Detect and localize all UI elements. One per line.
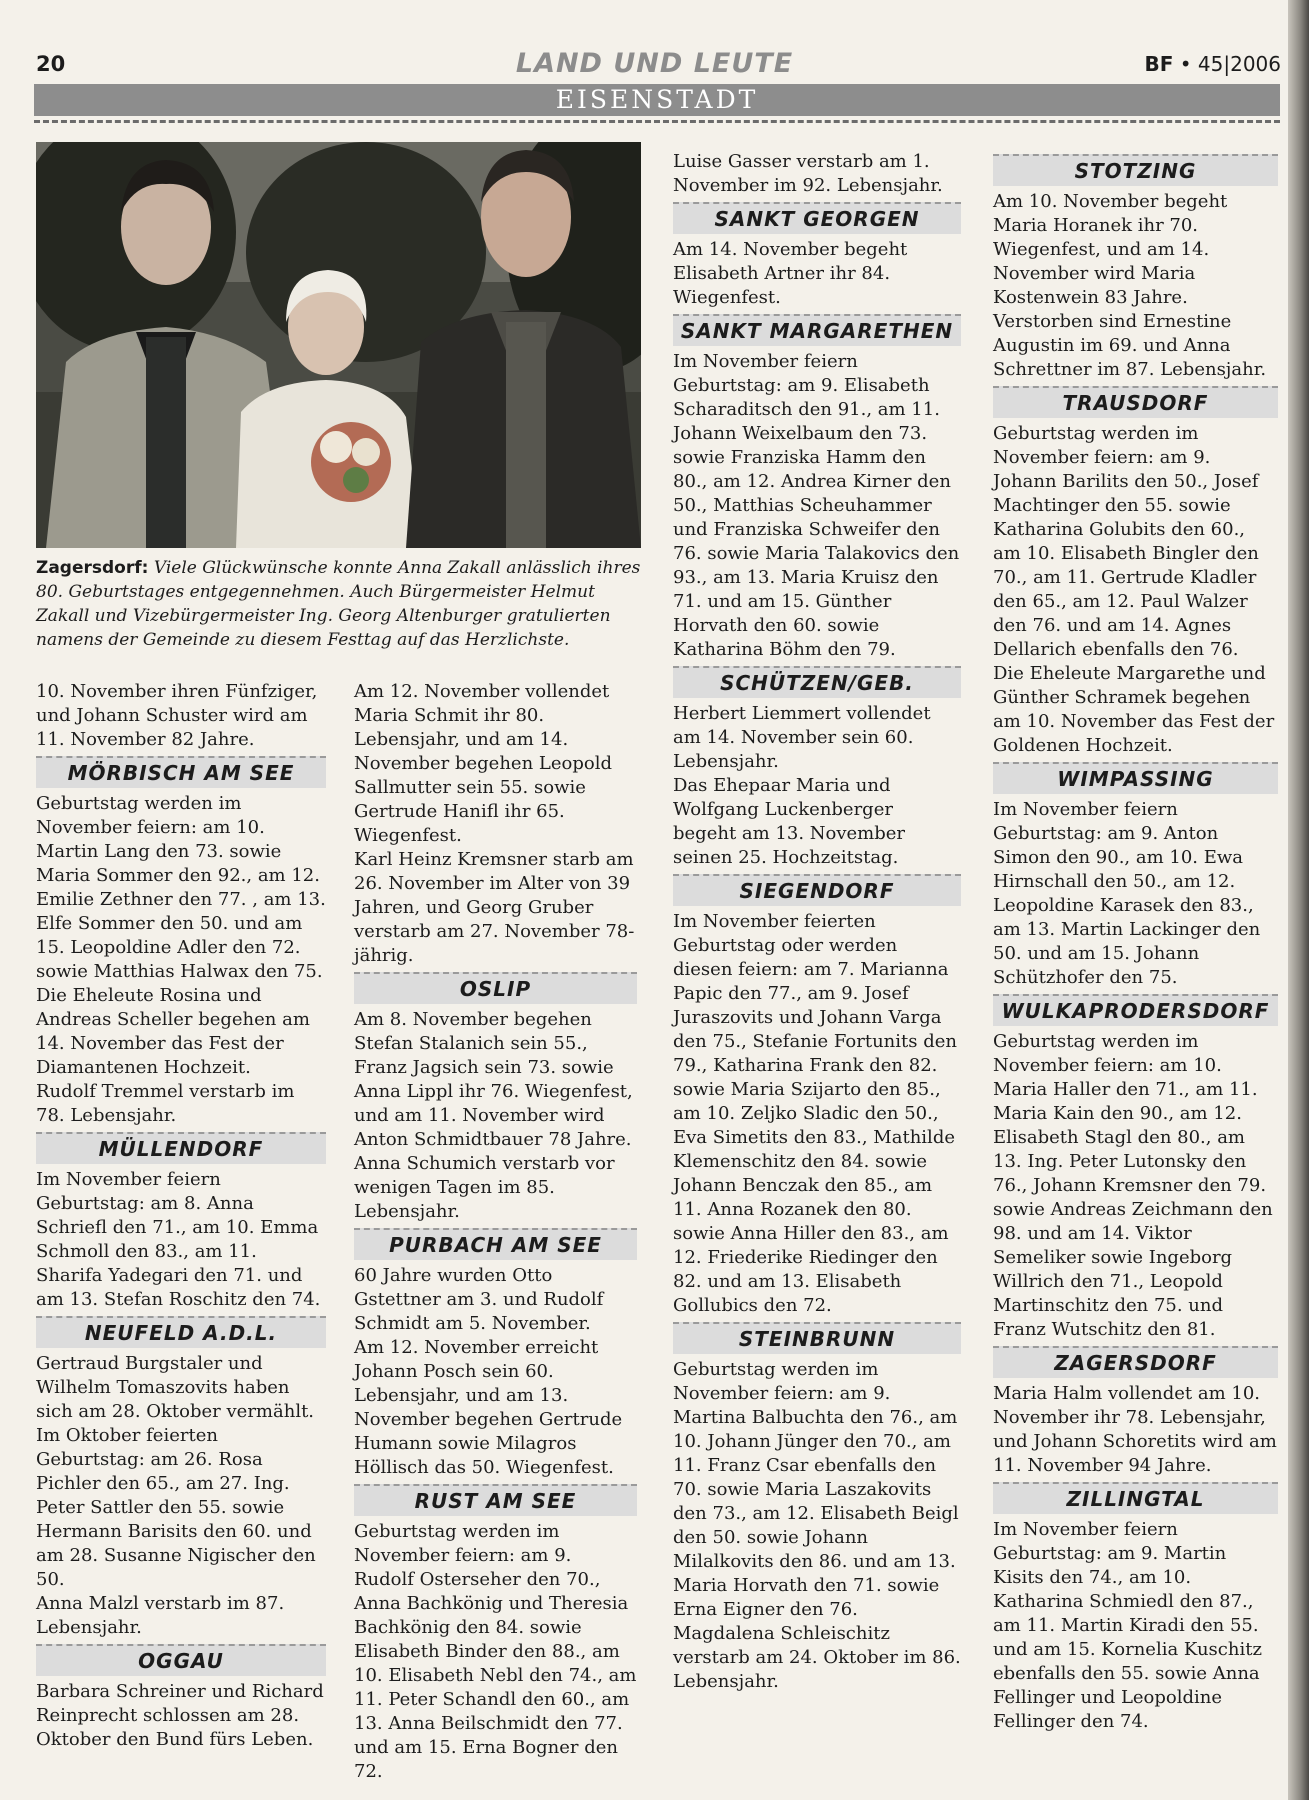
article-text: Herbert Liemmert vollendet am 14. November sein 60. Lebensjahr. bbox=[673, 703, 931, 772]
article-text: Anna Schumich verstarb vor wenigen Tagen im 85. Lebensjahr. bbox=[354, 1153, 615, 1222]
section-title: LAND UND LEUTE bbox=[515, 48, 794, 79]
article-text: Im November feierten Geburtstag oder werden diesen feiern: am 7. Marianna Papic den 77., am 9. Josef Juraszovits und Johann Varga den 75., Stefanie Fortunits den 79., Katharina Frank den 82. sowie Maria Szijarto den 85., am 10. Zeljko Sladic den 50., Eva Simetits den 83., Mathilde Klemenschitz den 84. sowie Johann Benczak den 85., am 11. Anna Rozanek den 80. sowie Anna Hiller den 83., am 12. Friederike Riedinger den 82. und am 13. Elisabeth Gollubics den 72. bbox=[673, 911, 957, 1316]
publication-name: BF bbox=[1144, 52, 1174, 76]
heading-zagersdorf: ZAGERSDORF bbox=[993, 1346, 1278, 1378]
article-text: Geburtstag werden im November feiern: am 10. Maria Haller den 71., am 11. Maria Kain den 90., am 12. Elisabeth Stagl den 80., am 13. Ing. Peter Lutonsky den 76., Johann Kremsner den 79. sowie Andreas Zeichmann den 98. und am 14. Viktor Semeliker sowie Ingeborg Willrich den 71., Leopold Martinschitz den 75. und Franz Wutschitz den 81. bbox=[993, 1031, 1273, 1340]
article-text: Rudolf Tremmel verstarb im 78. Lebensjahr. bbox=[36, 1081, 295, 1126]
article-text: Karl Heinz Kremsner starb am 26. November im Alter von 39 Jahren, und Georg Gruber verstarb am 27. November 78-jährig. bbox=[354, 849, 635, 966]
article-text: Am 12. November vollendet Maria Schmit ihr 80. Lebensjahr, und am 14. November begehen Leopold Sallmutter sein 55. sowie Gertrude Hanifl ihr 65. Wiegenfest. bbox=[354, 681, 612, 846]
article-text: Im November feiern Geburtstag: am 9. Anton Simon den 90., am 10. Ewa Hirnschall den 50., am 12. Leopoldine Karasek den 83., am 13. Martin Lackinger den 50. und am 15. Johann Schützhofer den 75. bbox=[993, 799, 1261, 988]
heading-stotzing: STOTZING bbox=[993, 154, 1278, 186]
article-text: Die Eheleute Margarethe und Günther Schramek begehen am 10. November das Fest der Goldenen Hochzeit. bbox=[993, 663, 1275, 756]
separator-bullet: • bbox=[1179, 52, 1192, 76]
article-text: Geburtstag werden im November feiern: am 10. Martin Lang den 73. sowie Maria Sommer den 92., am 12. Emilie Zethner den 77. , am 13. Elfe Sommer den 50. und am 15. Leopoldine Adler den 72. sowie Matthias Halwax den 75. bbox=[36, 793, 326, 982]
article-text: Am 14. November begeht Elisabeth Artner ihr 84. Wiegenfest. bbox=[673, 239, 908, 308]
heading-muellendorf: MÜLLENDORF bbox=[36, 1132, 326, 1164]
article-text: Die Eheleute Rosina und Andreas Scheller begehen am 14. November das Fest der Diamantenen Hochzeit. bbox=[36, 985, 310, 1078]
article-text: 60 Jahre wurden Otto Gstettner am 3. und Rudolf Schmidt am 5. November. bbox=[354, 1265, 604, 1334]
heading-sankt-georgen: SANKT GEORGEN bbox=[673, 202, 961, 234]
article-text: Maria Halm vollendet am 10. November ihr 78. Lebensjahr, und Johann Schoretits wird am 11. November 94 Jahre. bbox=[993, 1383, 1277, 1476]
region-band: EISENSTADT bbox=[34, 84, 1280, 116]
article-text: Luise Gasser verstarb am 1. November im 92. Lebensjahr. bbox=[673, 151, 943, 196]
article-text: 10. November ihren Fünfziger, und Johann Schuster wird am 11. November 82 Jahre. bbox=[36, 681, 318, 750]
heading-sankt-margarethen: SANKT MARGARETHEN bbox=[673, 314, 961, 346]
article-text: Im November feiern Geburtstag: am 9. Martin Kisits den 74., am 10. Katharina Schmiedl den 87., am 11. Martin Kiradi den 55. und am 15. Kornelia Kuschitz ebenfalls den 55. sowie Anna Fellinger und Leopoldine Fellinger den 74. bbox=[993, 1519, 1262, 1732]
heading-rust: RUST AM SEE bbox=[354, 1484, 637, 1516]
caption-text: Viele Glückwünsche konnte Anna Zakall anlässlich ihres 80. Geburtstages entgegennehmen. Auch Bürgermeister Helmut Zakall und Vizebürgermeister Ing. Georg Altenburger gratulierten namens der Gemeinde zu diesem Festtag auf das Herzlichste. bbox=[36, 558, 641, 650]
column-2 bbox=[354, 680, 637, 1784]
article-text: Geburtstag werden im November feiern: am 9. Rudolf Osterseher den 70., Anna Bachkönig und Theresia Bachkönig den 84. sowie Elisabeth Binder den 88., am 10. Elisabeth Nebl den 74., am 11. Peter Schandl den 60., am 13. Anna Beilschmidt den 77. und am 15. Erna Bogner den 72. bbox=[354, 1521, 637, 1782]
article-text: Barbara Schreiner und Richard Reinprecht schlossen am 28. Oktober den Bund fürs Leben. bbox=[36, 1681, 324, 1750]
group-photo bbox=[36, 142, 641, 548]
article-text: Verstorben sind Ernestine Augustin im 69. und Anna Schrettner im 87. Lebensjahr. bbox=[993, 311, 1267, 380]
photo-caption bbox=[36, 556, 641, 652]
heading-neufeld: NEUFELD A.D.L. bbox=[36, 1316, 326, 1348]
article-text: Das Ehepaar Maria und Wolfgang Luckenberger begeht am 13. November seinen 25. Hochzeitstag. bbox=[673, 775, 906, 868]
issue-number: 45|2006 bbox=[1197, 52, 1281, 76]
page-number: 20 bbox=[36, 52, 66, 76]
caption-place: Zagersdorf: bbox=[36, 558, 149, 578]
heading-zillingtal: ZILLINGTAL bbox=[993, 1482, 1278, 1514]
article-text: Geburtstag werden im November feiern: am 9. Martina Balbuchta den 76., am 10. Johann Jünger den 70., am 11. Franz Csar ebenfalls den 70. sowie Maria Laszakovits den 73., am 12. Elisabeth Beigl den 50. sowie Johann Milalkovits den 86. und am 13. Maria Horvath den 71. sowie Erna Eigner den 76. bbox=[673, 1359, 959, 1620]
column-1 bbox=[36, 680, 326, 1752]
article-text: Am 8. November begehen Stefan Stalanich sein 55., Franz Jagsich sein 73. sowie Anna Lippl ihr 76. Wiegenfest, und am 11. November wird Anton Schmidtbauer 78 Jahre. bbox=[354, 1009, 633, 1150]
column-4 bbox=[993, 150, 1278, 1734]
heading-oslip: OSLIP bbox=[354, 972, 637, 1004]
heading-trausdorf: TRAUSDORF bbox=[993, 386, 1278, 418]
article-text: Im November feiern Geburtstag: am 8. Anna Schriefl den 71., am 10. Emma Schmoll den 83., am 11. Sharifa Yadegari den 71. und am 13. Stefan Roschitz den 74. bbox=[36, 1169, 321, 1310]
heading-moerbisch: MÖRBISCH AM SEE bbox=[36, 756, 326, 788]
page-edge-shadow bbox=[1288, 0, 1309, 1800]
issue-info bbox=[1144, 52, 1281, 76]
article-text: Gertraud Burgstaler und Wilhelm Tomaszovits haben sich am 28. Oktober vermählt. bbox=[36, 1353, 315, 1422]
article-text: Im Oktober feierten Geburtstag: am 26. Rosa Pichler den 65., am 27. Ing. Peter Sattler den 55. sowie Hermann Barisits den 60. und am 28. Susanne Nigischer den 50. bbox=[36, 1425, 316, 1590]
heading-wulkaprodersdorf: WULKAPRODERSDORF bbox=[993, 994, 1278, 1026]
article-text: Magdalena Schleischitz verstarb am 24. Oktober im 86. Lebensjahr. bbox=[673, 1623, 961, 1692]
article-text: Anna Malzl verstarb im 87. Lebensjahr. bbox=[36, 1593, 285, 1638]
heading-oggau: OGGAU bbox=[36, 1644, 326, 1676]
heading-schuetzen: SCHÜTZEN/GEB. bbox=[673, 666, 961, 698]
heading-wimpassing: WIMPASSING bbox=[993, 762, 1278, 794]
photo-illustration bbox=[36, 142, 641, 548]
article-text: Im November feiern Geburtstag: am 9. Elisabeth Scharaditsch den 91., am 11. Johann Weixelbaum den 73. sowie Franziska Hamm den 80., am 12. Andrea Kirner den 50., Matthias Scheuhammer und Franziska Schweifer den 76. sowie Maria Talakovics den 93., am 13. Maria Kruisz den 71. und am 15. Günther Horvath den 60. sowie Katharina Böhm den 79. bbox=[673, 351, 960, 660]
heading-siegendorf: SIEGENDORF bbox=[673, 874, 961, 906]
band-divider bbox=[34, 120, 1280, 123]
heading-steinbrunn: STEINBRUNN bbox=[673, 1322, 961, 1354]
article-text: Geburtstag werden im November feiern: am 9. Johann Barilits den 50., Josef Machtinger den 55. sowie Katharina Golubits den 60., am 10. Elisabeth Bingler den 70., am 11. Gertrude Kladler den 65., am 12. Paul Walzer den 76. und am 14. Agnes Dellarich ebenfalls den 76. bbox=[993, 423, 1259, 660]
heading-purbach: PURBACH AM SEE bbox=[354, 1228, 637, 1260]
article-text: Am 12. November erreicht Johann Posch sein 60. Lebensjahr, und am 13. November begehen Gertrude Humann sowie Milagros Höllisch das 50. Wiegenfest. bbox=[354, 1337, 623, 1478]
column-3 bbox=[673, 150, 961, 1694]
article-text: Am 10. November begeht Maria Horanek ihr 70. Wiegenfest, und am 14. November wird Maria Kostenwein 83 Jahre. bbox=[993, 191, 1228, 308]
